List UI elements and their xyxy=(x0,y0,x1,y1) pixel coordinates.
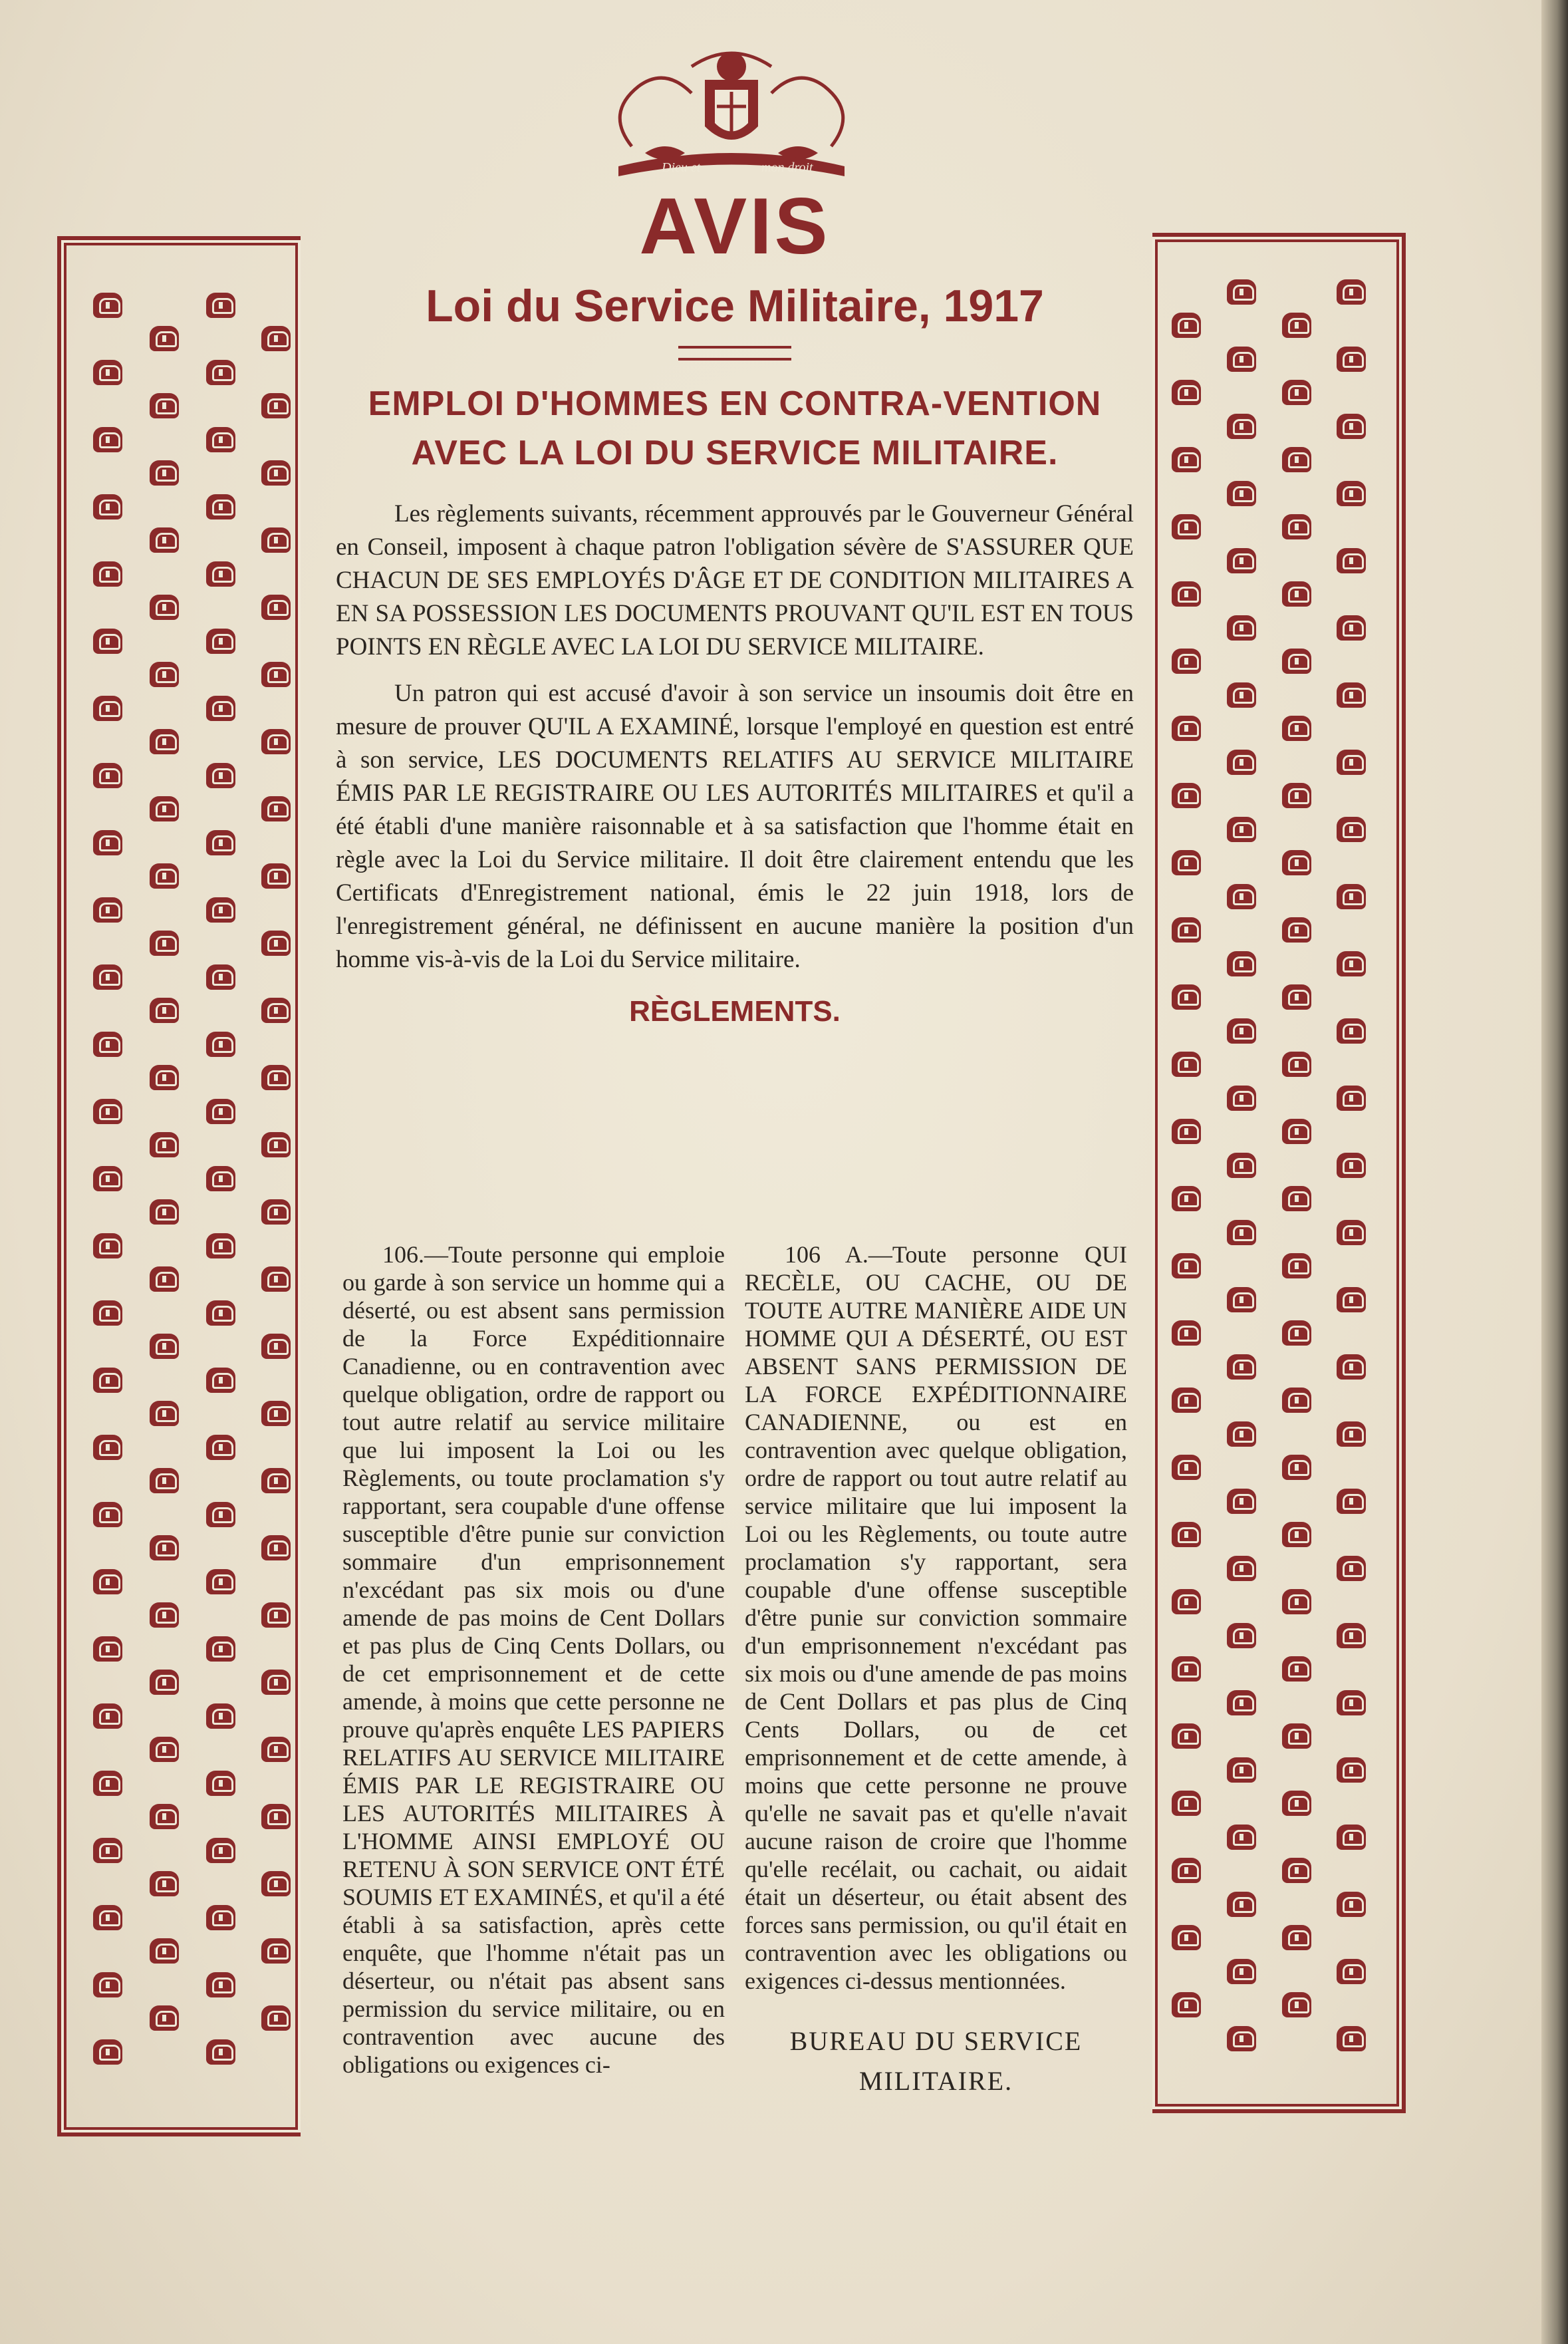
fleuron-ornament-icon xyxy=(93,1166,122,1191)
fleuron-ornament-icon xyxy=(93,1368,122,1393)
fleuron-ornament-icon xyxy=(1227,750,1256,775)
fleuron-ornament-icon xyxy=(1282,783,1311,808)
fleuron-ornament-icon xyxy=(261,2005,291,2031)
fleuron-ornament-icon xyxy=(206,830,235,855)
fleuron-ornament-icon xyxy=(206,1032,235,1057)
fleuron-ornament-icon xyxy=(150,1938,179,1964)
fleuron-ornament-icon xyxy=(150,1670,179,1695)
fleuron-ornament-icon xyxy=(206,1502,235,1527)
fleuron-ornament-icon xyxy=(93,1972,122,1997)
fleuron-ornament-icon xyxy=(206,763,235,788)
fleuron-ornament-icon xyxy=(1227,2026,1256,2051)
fleuron-ornament-icon xyxy=(1227,1153,1256,1178)
fleuron-ornament-icon xyxy=(1337,750,1366,775)
fleuron-ornament-icon xyxy=(93,2039,122,2065)
fleuron-ornament-icon xyxy=(1337,1421,1366,1447)
fleuron-ornament-icon xyxy=(261,1871,291,1896)
fleuron-ornament-icon xyxy=(206,1569,235,1594)
fleuron-ornament-icon xyxy=(1172,1992,1201,2017)
fleuron-ornament-icon xyxy=(206,1636,235,1662)
fleuron-ornament-icon xyxy=(1337,884,1366,909)
fleuron-ornament-icon xyxy=(150,326,179,351)
notice-body xyxy=(336,180,1134,1044)
fleuron-ornament-icon xyxy=(1172,1186,1201,1211)
crest-motto-left: Dieu et xyxy=(662,160,701,175)
fleuron-ornament-icon xyxy=(1227,1623,1256,1648)
fleuron-ornament-icon xyxy=(1337,1690,1366,1715)
fleuron-ornament-icon xyxy=(93,561,122,587)
fleuron-ornament-icon xyxy=(1227,1018,1256,1044)
fleuron-ornament-icon xyxy=(1282,917,1311,943)
fleuron-ornament-icon xyxy=(1172,649,1201,674)
fleuron-ornament-icon xyxy=(206,360,235,385)
fleuron-ornament-icon xyxy=(1282,1320,1311,1346)
fleuron-ornament-icon xyxy=(93,1435,122,1460)
fleuron-ornament-icon xyxy=(1337,279,1366,305)
fleuron-ornament-icon xyxy=(261,1602,291,1628)
fleuron-ornament-icon xyxy=(261,460,291,486)
fleuron-ornament-icon xyxy=(206,696,235,721)
fleuron-ornament-icon xyxy=(1337,1086,1366,1111)
fleuron-ornament-icon xyxy=(93,763,122,788)
fleuron-ornament-icon xyxy=(1282,1791,1311,1816)
fleuron-ornament-icon xyxy=(93,1032,122,1057)
fleuron-ornament-icon xyxy=(1282,1992,1311,2017)
regulations-columns xyxy=(342,1241,1127,2338)
fleuron-ornament-icon xyxy=(206,293,235,318)
fleuron-ornament-icon xyxy=(1172,1723,1201,1749)
fleuron-ornament-icon xyxy=(1227,1892,1256,1917)
fleuron-ornament-icon xyxy=(206,1972,235,1997)
fleuron-ornament-icon xyxy=(1337,615,1366,641)
fleuron-ornament-icon xyxy=(261,1401,291,1426)
fleuron-ornament-icon xyxy=(1227,884,1256,909)
fleuron-ornament-icon xyxy=(206,1435,235,1460)
fleuron-ornament-icon xyxy=(150,460,179,486)
fleuron-ornament-icon xyxy=(1282,850,1311,875)
fleuron-ornament-icon xyxy=(1282,1253,1311,1278)
fleuron-ornament-icon xyxy=(1227,414,1256,439)
fleuron-ornament-icon xyxy=(1227,1287,1256,1312)
fleuron-ornament-icon xyxy=(150,998,179,1023)
fleuron-ornament-icon xyxy=(93,360,122,385)
fleuron-ornament-icon xyxy=(1227,1556,1256,1581)
fleuron-ornament-icon xyxy=(150,527,179,553)
fleuron-ornament-icon xyxy=(1337,1287,1366,1312)
regulations-title: RÈGLEMENTS. xyxy=(629,995,841,1028)
fleuron-ornament-icon xyxy=(1227,1086,1256,1111)
fleuron-ornament-icon xyxy=(150,595,179,620)
fleuron-ornament-icon xyxy=(1282,984,1311,1010)
fleuron-ornament-icon xyxy=(206,427,235,452)
fleuron-ornament-icon xyxy=(1172,1253,1201,1278)
coat-of-arms-icon xyxy=(592,40,871,180)
fleuron-ornament-icon xyxy=(261,393,291,418)
fleuron-ornament-icon xyxy=(1227,481,1256,506)
fleuron-ornament-icon xyxy=(1282,1119,1311,1144)
fleuron-ornament-icon xyxy=(206,1099,235,1124)
fleuron-ornament-icon xyxy=(150,393,179,418)
fleuron-ornament-icon xyxy=(1172,1522,1201,1547)
fleuron-ornament-icon xyxy=(1337,1354,1366,1380)
fleuron-ornament-icon xyxy=(1282,1388,1311,1413)
fleuron-ornament-icon xyxy=(93,1099,122,1124)
fleuron-ornament-icon xyxy=(1227,1690,1256,1715)
fleuron-ornament-icon xyxy=(93,897,122,923)
fleuron-ornament-icon xyxy=(1172,1791,1201,1816)
fleuron-ornament-icon xyxy=(93,494,122,519)
fleuron-ornament-icon xyxy=(1337,414,1366,439)
fleuron-ornament-icon xyxy=(206,1166,235,1191)
notice-subtitle: Loi du Service Militaire, 1917 xyxy=(426,281,1044,331)
fleuron-ornament-icon xyxy=(261,998,291,1023)
ornament-column xyxy=(150,326,179,2073)
fleuron-ornament-icon xyxy=(1172,917,1201,943)
fleuron-ornament-icon xyxy=(1337,2026,1366,2051)
fleuron-ornament-icon xyxy=(1227,817,1256,842)
fleuron-ornament-icon xyxy=(1172,1320,1201,1346)
divider-rule xyxy=(678,346,791,361)
fleuron-ornament-icon xyxy=(1172,1455,1201,1480)
fleuron-ornament-icon xyxy=(1227,548,1256,573)
fleuron-ornament-icon xyxy=(93,629,122,654)
fleuron-ornament-icon xyxy=(206,1838,235,1863)
fleuron-ornament-icon xyxy=(1172,716,1201,741)
fleuron-ornament-icon xyxy=(93,696,122,721)
fleuron-ornament-icon xyxy=(1337,548,1366,573)
fleuron-ornament-icon xyxy=(150,1871,179,1896)
ornament-column xyxy=(1337,279,1366,2093)
fleuron-ornament-icon xyxy=(261,1670,291,1695)
fleuron-ornament-icon xyxy=(1172,447,1201,472)
fleuron-ornament-icon xyxy=(1227,347,1256,372)
fleuron-ornament-icon xyxy=(1337,1757,1366,1783)
fleuron-ornament-icon xyxy=(261,1199,291,1225)
regulation-106a: 106 A.—Toute personne QUI RECÈLE, OU CACHE, OU DE TOUTE AUTRE MANIÈRE AIDE UN HOMME QUI A DÉSERTÉ, OU EST ABSENT SANS PERMISSION DE LA FORCE EXPÉDITIONNAIRE CANADIENNE, ou est en contravention avec quelque obligation, ordre de rapport ou tout autre relatif au service militaire que lui imposent la Loi ou les Règlements, ou toute autre proclamation s'y rapportant, sera coupable d'une offense susceptible d'être punie sur conviction sommaire d'un emprisonnement n'excédant pas six mois ou d'une amende de pas moins de Cent Dollars et pas plus de Cinq Cents Dollars, ou de cet emprisonnement et de cette amende, à moins que cette personne ne prouve qu'elle ne savait pas et qu'elle n'avait aucune raison de croire que l'homme qu'elle recélait, ou cachait, ou aidait était un déserteur, ou était absent des forces sans permission, ou qu'il était en contravention avec les obligations ou exigences ci-dessus mentionnées. xyxy=(745,1241,1127,1994)
fleuron-ornament-icon xyxy=(1172,581,1201,607)
fleuron-ornament-icon xyxy=(261,595,291,620)
fleuron-ornament-icon xyxy=(206,561,235,587)
fleuron-ornament-icon xyxy=(1337,1018,1366,1044)
ornament-column xyxy=(1172,313,1201,2059)
fleuron-ornament-icon xyxy=(93,293,122,318)
fleuron-ornament-icon xyxy=(261,931,291,956)
fleuron-ornament-icon xyxy=(206,1233,235,1258)
fleuron-ornament-icon xyxy=(261,796,291,821)
fleuron-ornament-icon xyxy=(1227,279,1256,305)
fleuron-ornament-icon xyxy=(150,1132,179,1157)
fleuron-ornament-icon xyxy=(1172,850,1201,875)
fleuron-ornament-icon xyxy=(1172,1925,1201,1950)
fleuron-ornament-icon xyxy=(1227,615,1256,641)
fleuron-ornament-icon xyxy=(1337,1556,1366,1581)
fleuron-ornament-icon xyxy=(1282,1656,1311,1682)
fleuron-ornament-icon xyxy=(206,1905,235,1930)
ornament-column xyxy=(206,293,235,2107)
fleuron-ornament-icon xyxy=(1337,1825,1366,1850)
fleuron-ornament-icon xyxy=(150,1401,179,1426)
fleuron-ornament-icon xyxy=(150,662,179,687)
fleuron-ornament-icon xyxy=(150,796,179,821)
fleuron-ornament-icon xyxy=(1227,1421,1256,1447)
fleuron-ornament-icon xyxy=(1172,1119,1201,1144)
fleuron-ornament-icon xyxy=(1172,1656,1201,1682)
fleuron-ornament-icon xyxy=(93,1233,122,1258)
fleuron-ornament-icon xyxy=(1227,951,1256,976)
fleuron-ornament-icon xyxy=(1337,1959,1366,1984)
fleuron-ornament-icon xyxy=(1172,1858,1201,1883)
fleuron-ornament-icon xyxy=(93,1838,122,1863)
fleuron-ornament-icon xyxy=(261,662,291,687)
fleuron-ornament-icon xyxy=(261,863,291,889)
fleuron-ornament-icon xyxy=(261,1065,291,1090)
fleuron-ornament-icon xyxy=(150,1535,179,1560)
fleuron-ornament-icon xyxy=(150,1737,179,1762)
fleuron-ornament-icon xyxy=(1172,380,1201,405)
fleuron-ornament-icon xyxy=(261,326,291,351)
ornament-column xyxy=(1227,279,1256,2093)
fleuron-ornament-icon xyxy=(1282,581,1311,607)
fleuron-ornament-icon xyxy=(93,1703,122,1729)
crest-motto-right: mon droit xyxy=(761,160,813,175)
fleuron-ornament-icon xyxy=(150,1804,179,1829)
fleuron-ornament-icon xyxy=(150,1334,179,1359)
regulation-106-column xyxy=(342,1241,725,2338)
notice-title: AVIS xyxy=(639,182,831,271)
fleuron-ornament-icon xyxy=(261,1535,291,1560)
fleuron-ornament-icon xyxy=(261,1804,291,1829)
notice-heading: EMPLOI D'HOMMES EN CONTRA-VENTION AVEC LA LOI DU SERVICE MILITAIRE. xyxy=(368,384,1102,472)
paragraph-1: Les règlements suivants, récemment approuvés par le Gouverneur Général en Conseil, imposent à chaque patron l'obligation sévère de S'ASSURER QUE CHACUN DE SES EMPLOYÉS D'ÂGE ET DE CONDITION MILITAIRES A EN SA POSSESSION LES DOCUMENTS PROUVANT QU'IL EST EN TOUS POINTS EN RÈGLE AVEC LA LOI DU SERVICE MILITAIRE. xyxy=(336,500,1134,660)
fleuron-ornament-icon xyxy=(206,1771,235,1796)
regulation-106a-column xyxy=(745,1241,1127,2338)
fleuron-ornament-icon xyxy=(1172,984,1201,1010)
fleuron-ornament-icon xyxy=(1282,380,1311,405)
fleuron-ornament-icon xyxy=(261,527,291,553)
ornament-column xyxy=(1282,313,1311,2059)
fleuron-ornament-icon xyxy=(206,964,235,990)
fleuron-ornament-icon xyxy=(150,1199,179,1225)
fleuron-ornament-icon xyxy=(1282,1052,1311,1077)
fleuron-ornament-icon xyxy=(1282,1522,1311,1547)
fleuron-ornament-icon xyxy=(1227,1354,1256,1380)
paragraph-2: Un patron qui est accusé d'avoir à son service un insoumis doit être en mesure de prouver QU'IL A EXAMINÉ, lorsque l'employé en question est entré à son service, LES DOCUMENTS RELATIFS AU SERVICE MILITAIRE ÉMIS PAR LE REGISTRAIRE OU LES AUTORITÉS MILITAIRES et qu'il a été établi d'une manière raisonnable et à sa satisfaction que l'homme était en règle avec la Loi du Service militaire. Il doit être clairement entendu que les Certificats d'Enregistrement national, émis le 22 juin 1918, lors de l'enregistrement général, ne définissent en aucune manière la position d'un homme vis-à-vis de la Loi du Service militaire. xyxy=(336,680,1134,973)
fleuron-ornament-icon xyxy=(1227,1825,1256,1850)
fleuron-ornament-icon xyxy=(93,1636,122,1662)
fleuron-ornament-icon xyxy=(1337,1892,1366,1917)
fleuron-ornament-icon xyxy=(93,1569,122,1594)
fleuron-ornament-icon xyxy=(1172,313,1201,338)
signature: BUREAU DU SERVICE MILITAIRE. xyxy=(789,2026,1083,2096)
fleuron-ornament-icon xyxy=(261,1132,291,1157)
fleuron-ornament-icon xyxy=(1227,682,1256,708)
fleuron-ornament-icon xyxy=(1337,1220,1366,1245)
regulation-106: 106.—Toute personne qui emploie ou garde à son service un homme qui a déserté, ou est absent sans permission de la Force Expéditionnaire Canadienne, ou en contravention avec quelque obligation, ordre de rapport ou tout autre relatif au service militaire que lui imposent la Loi ou les Règlements, ou toute proclamation s'y rapportant, sera coupable d'une offense susceptible d'être punie sur conviction sommaire d'un emprisonnement n'excédant pas six mois ou d'une amende de pas moins de Cent Dollars et pas plus de Cinq Cents Dollars, ou de cet emprisonnement et de cette amende, à moins que cette personne ne prouve qu'après enquête LES PAPIERS RELATIFS AU SERVICE MILITAIRE ÉMIS PAR LE REGISTRAIRE OU LES AUTORITÉS MILITAIRES À L'HOMME AINSI EMPLOYÉ OU RETENU À SON SERVICE ONT ÉTÉ SOUMIS ET EXAMINÉS, et qu'il a été établi à sa satisfaction, après cette enquête, que l'homme n'était pas un déserteur, ou n'était pas absent sans permission du service militaire, ou en contravention avec aucune des obligations ou exigences ci- xyxy=(342,1241,725,2078)
fleuron-ornament-icon xyxy=(1172,1052,1201,1077)
fleuron-ornament-icon xyxy=(261,729,291,754)
book-gutter xyxy=(1541,0,1568,2344)
fleuron-ornament-icon xyxy=(1337,951,1366,976)
fleuron-ornament-icon xyxy=(93,1771,122,1796)
fleuron-ornament-icon xyxy=(150,729,179,754)
fleuron-ornament-icon xyxy=(1227,1959,1256,1984)
fleuron-ornament-icon xyxy=(206,1703,235,1729)
fleuron-ornament-icon xyxy=(261,1334,291,1359)
fleuron-ornament-icon xyxy=(1227,1757,1256,1783)
fleuron-ornament-icon xyxy=(1337,682,1366,708)
fleuron-ornament-icon xyxy=(206,2039,235,2065)
fleuron-ornament-icon xyxy=(206,897,235,923)
fleuron-ornament-icon xyxy=(93,427,122,452)
fleuron-ornament-icon xyxy=(1337,481,1366,506)
fleuron-ornament-icon xyxy=(1337,347,1366,372)
fleuron-ornament-icon xyxy=(1282,447,1311,472)
fleuron-ornament-icon xyxy=(1282,1455,1311,1480)
fleuron-ornament-icon xyxy=(1172,514,1201,539)
fleuron-ornament-icon xyxy=(150,1602,179,1628)
fleuron-ornament-icon xyxy=(1337,1153,1366,1178)
fleuron-ornament-icon xyxy=(1337,1623,1366,1648)
fleuron-ornament-icon xyxy=(150,2005,179,2031)
fleuron-ornament-icon xyxy=(206,494,235,519)
fleuron-ornament-icon xyxy=(1282,1186,1311,1211)
fleuron-ornament-icon xyxy=(1227,1489,1256,1514)
fleuron-ornament-icon xyxy=(150,1468,179,1493)
fleuron-ornament-icon xyxy=(261,1938,291,1964)
fleuron-ornament-icon xyxy=(1172,783,1201,808)
fleuron-ornament-icon xyxy=(93,964,122,990)
fleuron-ornament-icon xyxy=(1282,1858,1311,1883)
fleuron-ornament-icon xyxy=(206,1300,235,1326)
fleuron-ornament-icon xyxy=(1282,514,1311,539)
fleuron-ornament-icon xyxy=(1282,1589,1311,1614)
fleuron-ornament-icon xyxy=(1282,313,1311,338)
fleuron-ornament-icon xyxy=(1337,1489,1366,1514)
fleuron-ornament-icon xyxy=(1227,1220,1256,1245)
ornament-column xyxy=(93,293,122,2107)
fleuron-ornament-icon xyxy=(206,1368,235,1393)
fleuron-ornament-icon xyxy=(150,863,179,889)
ornament-column xyxy=(261,326,291,2073)
fleuron-ornament-icon xyxy=(150,931,179,956)
fleuron-ornament-icon xyxy=(1172,1589,1201,1614)
fleuron-ornament-icon xyxy=(1172,1388,1201,1413)
fleuron-ornament-icon xyxy=(150,1266,179,1292)
fleuron-ornament-icon xyxy=(93,1905,122,1930)
fleuron-ornament-icon xyxy=(93,1502,122,1527)
fleuron-ornament-icon xyxy=(1337,817,1366,842)
fleuron-ornament-icon xyxy=(1282,1723,1311,1749)
fleuron-ornament-icon xyxy=(1282,716,1311,741)
fleuron-ornament-icon xyxy=(261,1266,291,1292)
fleuron-ornament-icon xyxy=(1282,649,1311,674)
fleuron-ornament-icon xyxy=(150,1065,179,1090)
fleuron-ornament-icon xyxy=(93,830,122,855)
fleuron-ornament-icon xyxy=(206,629,235,654)
fleuron-ornament-icon xyxy=(1282,1925,1311,1950)
fleuron-ornament-icon xyxy=(261,1468,291,1493)
fleuron-ornament-icon xyxy=(93,1300,122,1326)
fleuron-ornament-icon xyxy=(261,1737,291,1762)
